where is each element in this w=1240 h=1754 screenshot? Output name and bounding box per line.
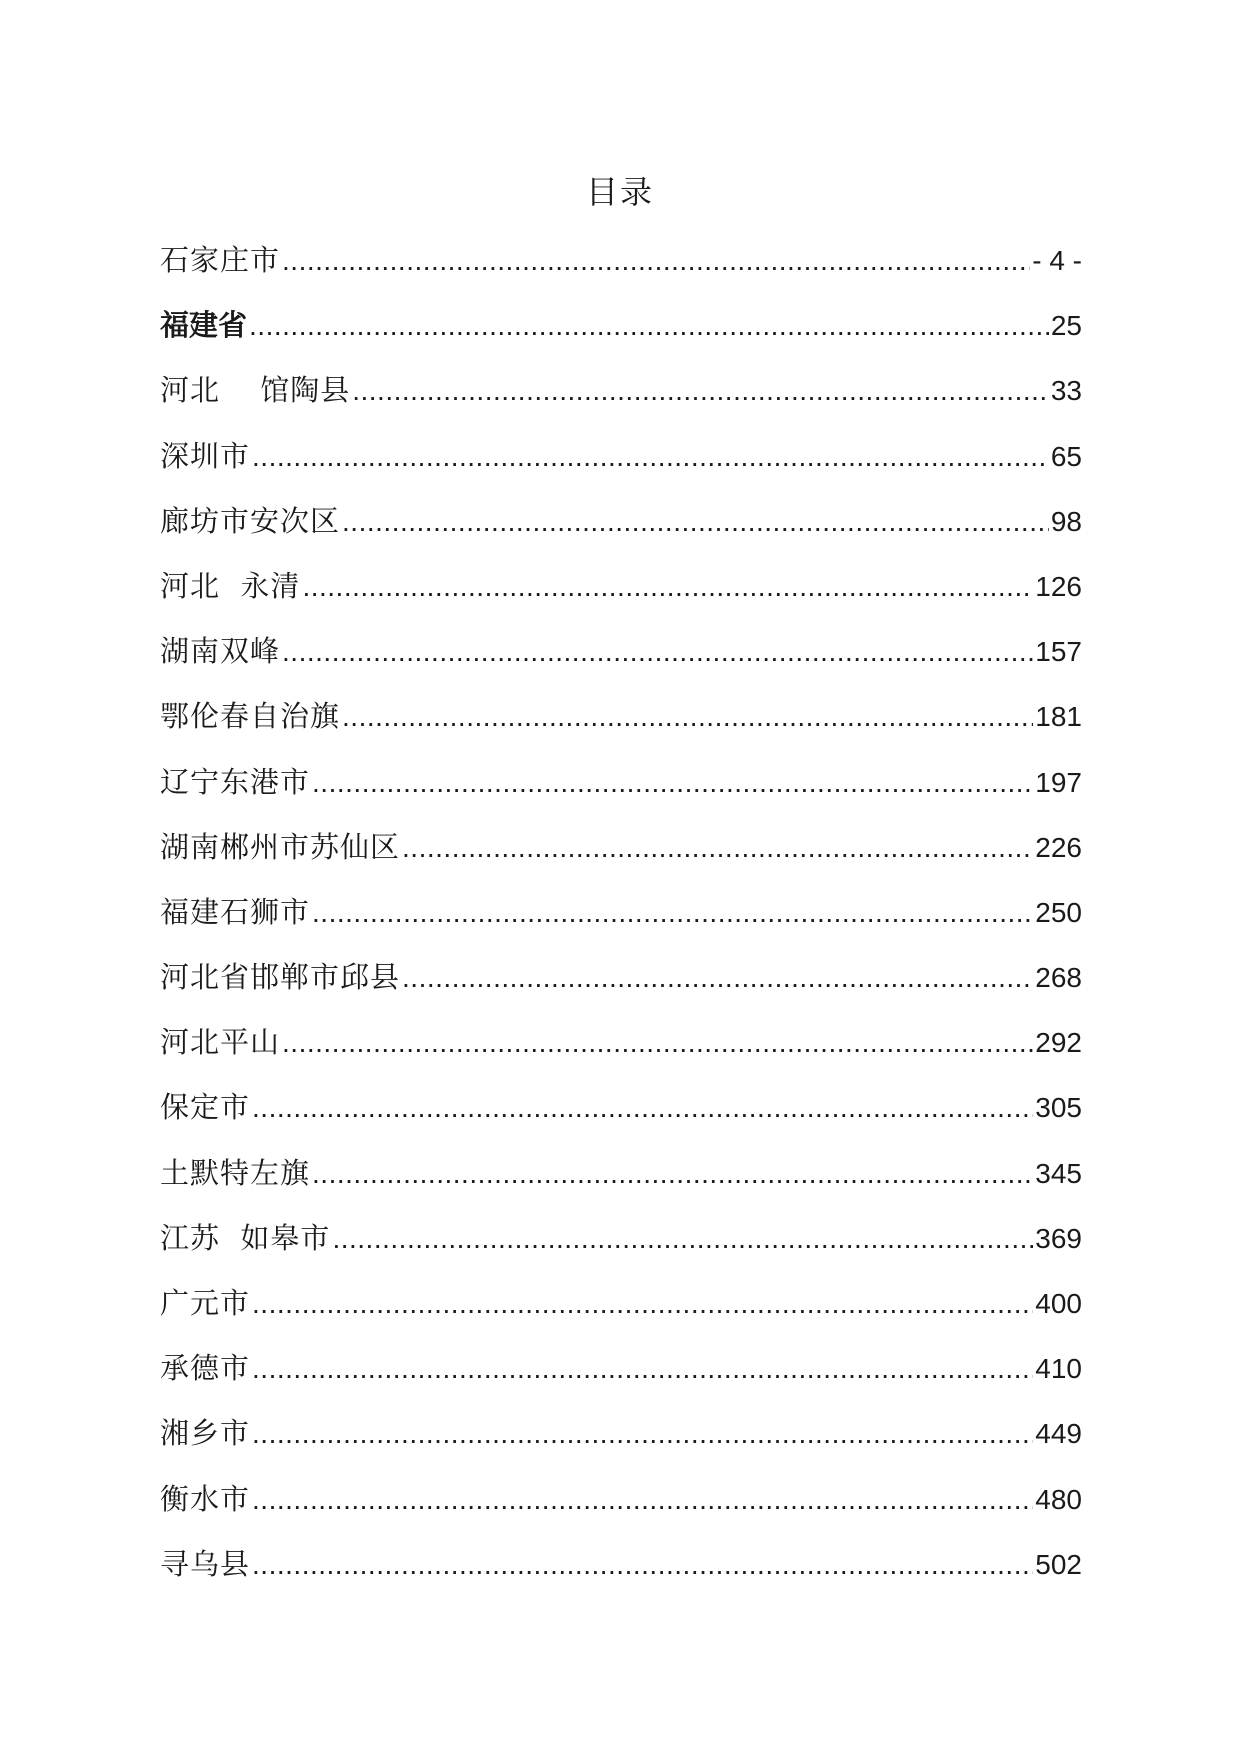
toc-entry[interactable] <box>160 1087 1082 1152</box>
toc-entry-page-number: 305 <box>1035 1092 1082 1124</box>
toc-entry[interactable] <box>160 501 1082 566</box>
toc-entry-label: 湖南双峰 <box>160 634 281 669</box>
toc-entry-label: 福建省 <box>160 308 248 343</box>
toc-entry-page-number: 126 <box>1035 570 1082 602</box>
toc-dot-leader <box>342 502 1049 542</box>
toc-entry-label: 河北 馆陶县 <box>160 373 351 408</box>
toc-entry-label: 廊坊市安次区 <box>160 503 341 538</box>
toc-entry-label: 湘乡市 <box>160 1416 251 1451</box>
toc-entry-label: 湖南郴州市苏仙区 <box>160 829 401 864</box>
toc-entry-label: 河北 永清 <box>160 568 301 603</box>
toc-entry-page-number: 480 <box>1035 1483 1082 1515</box>
toc-entry-page-number: 226 <box>1035 831 1082 863</box>
toc-dot-leader <box>312 893 1033 933</box>
toc-entry[interactable] <box>160 566 1082 631</box>
toc-entry[interactable] <box>160 436 1082 501</box>
toc-dot-leader <box>402 958 1033 998</box>
toc-entry-label: 承德市 <box>160 1351 251 1386</box>
toc-entry-label: 河北省邯郸市邱县 <box>160 960 401 995</box>
toc-entry[interactable] <box>160 370 1082 435</box>
toc-entry[interactable] <box>160 1544 1082 1609</box>
toc-entry-page-number: 197 <box>1035 766 1082 798</box>
toc-entry[interactable] <box>160 1413 1082 1478</box>
toc-entry-label: 鄂伦春自治旗 <box>160 699 341 734</box>
toc-dot-leader <box>249 306 1049 346</box>
toc-entry[interactable] <box>160 762 1082 827</box>
toc-title: 目录 <box>585 173 654 211</box>
toc-entry-page-number: 181 <box>1035 701 1082 733</box>
toc-entry-page-number: 65 <box>1050 440 1082 472</box>
toc-dot-leader <box>252 1088 1033 1128</box>
toc-entry-page-number: 345 <box>1035 1157 1082 1189</box>
toc-entry[interactable] <box>160 1022 1082 1087</box>
toc-dot-leader <box>252 437 1049 477</box>
toc-entry-page-number: - 4 - <box>1032 245 1082 276</box>
toc-entry-page-number: 410 <box>1035 1353 1082 1385</box>
toc-dot-leader <box>332 1219 1033 1259</box>
toc-entry-page-number: 449 <box>1035 1418 1082 1450</box>
toc-entry[interactable] <box>160 827 1082 892</box>
toc-entry[interactable] <box>160 696 1082 761</box>
toc-entry[interactable] <box>160 1479 1082 1544</box>
toc-entry-label: 江苏 如皋市 <box>160 1220 331 1255</box>
toc-entry-page-number: 25 <box>1050 310 1082 342</box>
toc-entry[interactable] <box>160 957 1082 1022</box>
toc-list <box>160 240 1082 1609</box>
toc-dot-leader <box>342 697 1033 737</box>
toc-entry-label: 保定市 <box>160 1090 251 1125</box>
toc-dot-leader <box>282 1023 1033 1063</box>
toc-entry[interactable] <box>160 305 1082 370</box>
toc-dot-leader <box>312 1154 1033 1194</box>
toc-entry-label: 深圳市 <box>160 438 251 473</box>
toc-entry-page-number: 400 <box>1035 1288 1082 1319</box>
toc-entry-label: 广元市 <box>160 1286 251 1320</box>
toc-entry[interactable] <box>160 892 1082 957</box>
toc-entry-page-number: 98 <box>1050 505 1082 537</box>
toc-entry[interactable] <box>160 1283 1082 1348</box>
toc-entry-label: 衡水市 <box>160 1481 251 1516</box>
toc-entry-page-number: 369 <box>1035 1222 1082 1254</box>
toc-dot-leader <box>252 1414 1033 1454</box>
toc-entry-page-number: 250 <box>1035 896 1082 928</box>
toc-entry-label: 辽宁东港市 <box>160 764 311 799</box>
toc-entry[interactable] <box>160 1153 1082 1218</box>
toc-entry[interactable] <box>160 240 1082 305</box>
toc-dot-leader <box>252 1349 1033 1389</box>
toc-entry[interactable] <box>160 1218 1082 1283</box>
toc-entry-label: 土默特左旗 <box>160 1155 311 1190</box>
toc-dot-leader <box>252 1545 1033 1585</box>
toc-dot-leader <box>402 828 1033 868</box>
toc-dot-leader <box>252 1480 1033 1520</box>
toc-entry-label: 寻乌县 <box>160 1546 251 1581</box>
toc-dot-leader <box>312 763 1033 803</box>
toc-entry-label: 石家庄市 <box>160 243 281 277</box>
toc-dot-leader <box>302 567 1033 607</box>
toc-entry[interactable] <box>160 631 1082 696</box>
toc-dot-leader <box>252 1284 1033 1324</box>
toc-entry-page-number: 268 <box>1035 962 1082 994</box>
toc-dot-leader <box>282 632 1033 672</box>
toc-entry-page-number: 502 <box>1035 1548 1082 1580</box>
toc-entry-label: 河北平山 <box>160 1025 281 1060</box>
toc-entry-page-number: 157 <box>1035 636 1082 668</box>
toc-dot-leader <box>282 241 1030 281</box>
toc-entry-label: 福建石狮市 <box>160 894 311 929</box>
toc-entry[interactable] <box>160 1348 1082 1413</box>
toc-dot-leader <box>352 371 1049 411</box>
toc-entry-page-number: 292 <box>1035 1027 1082 1059</box>
toc-entry-page-number: 33 <box>1050 375 1082 407</box>
